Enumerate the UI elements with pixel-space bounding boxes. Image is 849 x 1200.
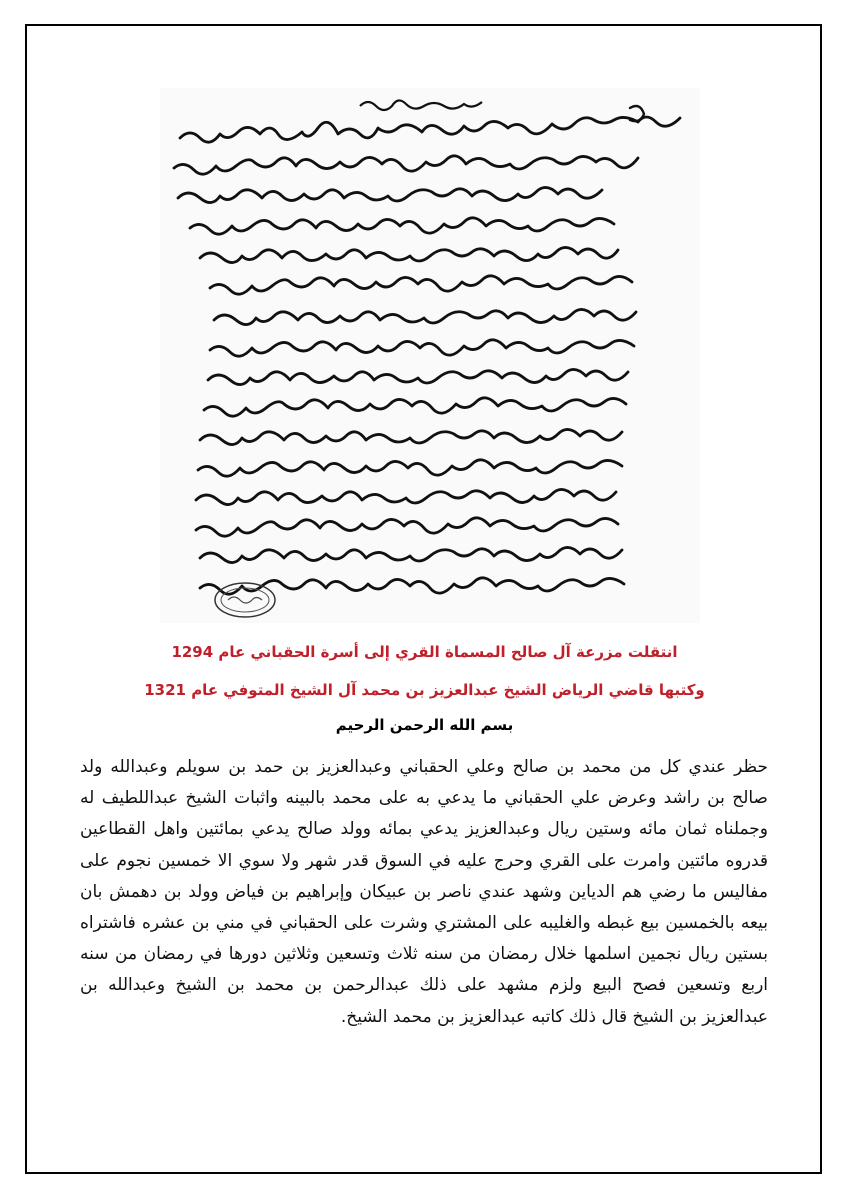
caption-line-1: انتقلت مزرعة آل صالح المسماة القري إلى أسرة الحقباني عام 1294 <box>171 643 678 661</box>
basmala-heading: بسم الله الرحمن الرحيم <box>335 716 514 734</box>
transcription-paragraph: حظر عندي كل من محمد بن صالح وعلي الحقباني وعبدالعزيز بن حمد بن سويلم وعبدالله ولد صالح بن راشد وعرض علي الحقباني ما يدعي به على محمد بالبينه واثبات الشيخ عبداللطيف له وجملناه ثمان مائه وستين ريال وعبدالعزيز يدعي بمائه وولد صالح يدعي بمائتين واهل القطاعين قدروه مائتين وامرت على القري وحرج عليه في السوق قدر شهر ولا سوي الا خمسين نجوم على مفاليس ما رضي هم الدياين وشهد عندي ناصر بن عبيكان وإبراهيم بن فياض وولد بن دهمش بان بيعه بالخمسين بيع غبطه والغليبه على المشتري وشرت على الحقباني في مني بن عشره فاشتراه بستين ريال نجمين اسلمها خلال رمضان من سنه ثلاث وتسعين وثلاثين دورها في رمضان من سنه اربع وتسعين فصح البيع ولزم مشهد على ذلك عبدالرحمن بن محمد بن الشيخ وعبدالله بن عبدالعزيز بن الشيخ قال ذلك كاتبه عبدالعزيز بن محمد الشيخ. <box>80 757 768 1027</box>
seal-stamp <box>215 583 275 617</box>
manuscript-scan <box>160 88 700 623</box>
caption-line-2: وكتبها قاضي الرياض الشيخ عبدالعزيز بن محمد آل الشيخ المتوفي عام 1321 <box>144 681 705 699</box>
handwritten-manuscript-image <box>160 88 700 623</box>
